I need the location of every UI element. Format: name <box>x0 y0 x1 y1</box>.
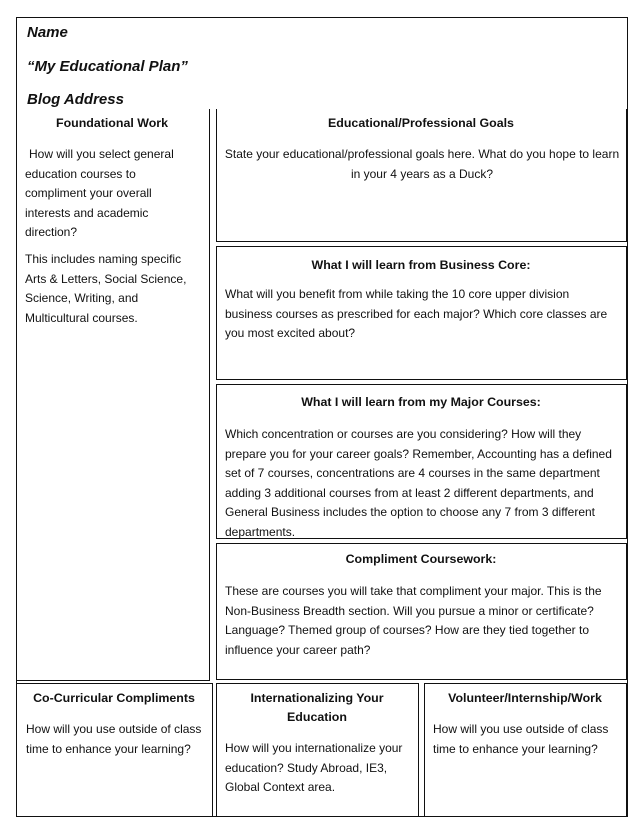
goals-text: State your educational/professional goals here. What do you hope to learn in your 4 years as a Duck? <box>224 147 620 181</box>
volunteer-internship-heading: Volunteer/Internship/Work <box>448 691 602 705</box>
compliment-coursework-heading: Compliment Coursework: <box>345 552 497 566</box>
goals-box <box>216 109 627 242</box>
major-courses-box <box>216 384 627 539</box>
major-courses-heading: What I will learn from my Major Courses: <box>301 395 541 409</box>
internationalizing-box <box>216 683 419 817</box>
business-core-heading: What I will learn from Business Core: <box>311 258 531 272</box>
foundational-work-heading: Foundational Work <box>56 116 168 130</box>
foundational-work-text-2: This includes naming specific Arts & Letters, Social Science, Science, Writing, and Multicultural courses. <box>25 252 187 325</box>
blog-address-label: Blog Address <box>27 91 124 108</box>
business-core-text: What will you benefit from while taking the 10 core upper division business courses as prescribed for each major? Which core classes are you most excited about? <box>225 287 608 340</box>
co-curricular-box <box>17 683 213 817</box>
business-core-box <box>216 246 627 380</box>
goals-heading: Educational/Professional Goals <box>328 116 514 130</box>
compliment-coursework-text: These are courses you will take that compliment your major. This is the Non-Business Breadth section. Will you pursue a minor or certificate? Language? Themed group of courses? How are they tied together to influence your career path? <box>225 584 602 657</box>
volunteer-internship-box <box>424 683 627 817</box>
internationalizing-text: How will you internationalize your education? Study Abroad, IE3, Global Context area. <box>225 741 403 794</box>
volunteer-internship-text: How will you use outside of class time to enhance your learning? <box>433 722 609 756</box>
co-curricular-text: How will you use outside of class time to enhance your learning? <box>26 722 202 756</box>
foundational-work-text-1: How will you select general education courses to compliment your overall interests and academic direction? <box>25 147 174 239</box>
major-courses-text: Which concentration or courses are you considering? How will they prepare you for your career goals? Remember, Accounting has a defined set of 7 courses, concentrations are 4 courses in the same department adding 3 additional courses from at least 2 different departments, and General Business includes the option to choose any 7 from 3 different departments. <box>225 427 612 539</box>
plan-title: “My Educational Plan” <box>27 58 188 75</box>
compliment-coursework-box <box>216 543 627 680</box>
foundational-work-box <box>17 109 210 681</box>
co-curricular-heading: Co-Curricular Compliments <box>33 691 195 705</box>
internationalizing-heading: Internationalizing Your Education <box>250 691 384 724</box>
name-label: Name <box>27 24 68 41</box>
